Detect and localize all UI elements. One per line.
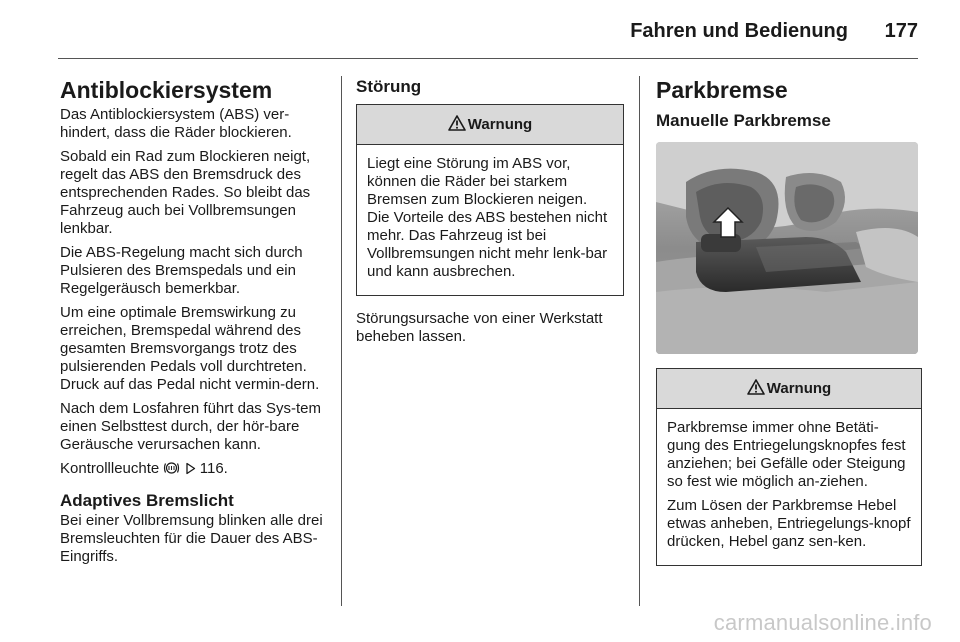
warning-label: Warnung bbox=[467, 116, 533, 133]
warning-triangle-icon bbox=[747, 379, 767, 399]
column-abs bbox=[60, 76, 328, 572]
warning-box-header bbox=[357, 105, 623, 145]
header-rule bbox=[58, 58, 918, 59]
paragraph: Sobald ein Rad zum Blockieren neigt, regelt das ABS den Bremsdruck des entsprechenden Rades. So bleibt das Fahrzeug auch bei Vollbremsungen lenkbar. bbox=[60, 148, 311, 237]
sub-heading-brake-light: Adaptives Bremslicht bbox=[60, 491, 234, 510]
paragraph: Störungsursache von einer Werkstatt beheben lassen. bbox=[356, 310, 603, 345]
column-divider-2 bbox=[639, 76, 640, 606]
sub-heading-malfunction: Störung bbox=[356, 77, 422, 96]
warning-box-body bbox=[357, 145, 623, 295]
section-heading-parking-brake: Parkbremse bbox=[656, 77, 788, 103]
paragraph: Die ABS-Regelung macht sich durch Pulsieren des Bremspedals und ein Regelgeräusch bemerkbar. bbox=[60, 244, 303, 297]
paragraph: Nach dem Losfahren führt das Sys-tem einen Selbsttest durch, der hör-bare Geräusche verursachen kann. bbox=[60, 400, 321, 453]
watermark: carmanualsonline.info bbox=[713, 610, 932, 635]
paragraph: Um eine optimale Bremswirkung zu erreichen, Bremspedal während des gesamten Bremsvorgangs trotz des pulsierenden Pedals voll durchtreten. Druck auf das Pedal nicht vermin-dern. bbox=[60, 304, 320, 393]
parking-brake-photo bbox=[656, 142, 918, 354]
warning-triangle-icon bbox=[448, 115, 468, 135]
warning-box bbox=[356, 104, 624, 296]
indicator-page: 116. bbox=[199, 460, 228, 477]
warning-box-body bbox=[657, 409, 921, 565]
column-parking-brake bbox=[656, 76, 922, 578]
warning-box bbox=[656, 368, 922, 566]
abs-indicator-icon bbox=[163, 461, 180, 480]
column-malfunction bbox=[356, 76, 624, 352]
page-number: 177 bbox=[884, 20, 918, 42]
warning-label: Warnung bbox=[766, 380, 832, 397]
warning-text: Liegt eine Störung im ABS vor, können die Räder bei starkem Bremsen zum Blockieren neigen. Die Vorteile des ABS bestehen nicht mehr. Das Fahrzeug ist bei Vollbremsungen nicht mehr lenk-bar und kann ausbrechen. bbox=[367, 155, 608, 280]
column-divider-1 bbox=[341, 76, 342, 606]
chapter-title: Fahren und Bedienung bbox=[630, 20, 848, 42]
warning-box-header bbox=[657, 369, 921, 409]
sub-heading-manual-parking-brake: Manuelle Parkbremse bbox=[656, 111, 831, 130]
warning-text: Zum Lösen der Parkbremse Hebel etwas anheben, Entriegelungs-knopf drücken, Hebel ganz sen-ken. bbox=[667, 497, 911, 550]
indicator-reference bbox=[60, 460, 328, 480]
page-header bbox=[0, 0, 960, 62]
section-heading-abs: Antiblockiersystem bbox=[60, 77, 273, 103]
paragraph: Bei einer Vollbremsung blinken alle drei Bremsleuchten für die Dauer des ABS-Eingriffs. bbox=[60, 512, 323, 565]
paragraph: Das Antiblockiersystem (ABS) ver-hindert, dass die Räder blockieren. bbox=[60, 106, 292, 141]
indicator-prefix: Kontrollleuchte bbox=[60, 460, 160, 477]
warning-text: Parkbremse immer ohne Betäti-gung des Entriegelungsknopfes fest anziehen; bei Gefälle oder Steigung so fest wie möglich an-ziehen. bbox=[667, 419, 906, 490]
page-reference-icon bbox=[185, 462, 196, 480]
